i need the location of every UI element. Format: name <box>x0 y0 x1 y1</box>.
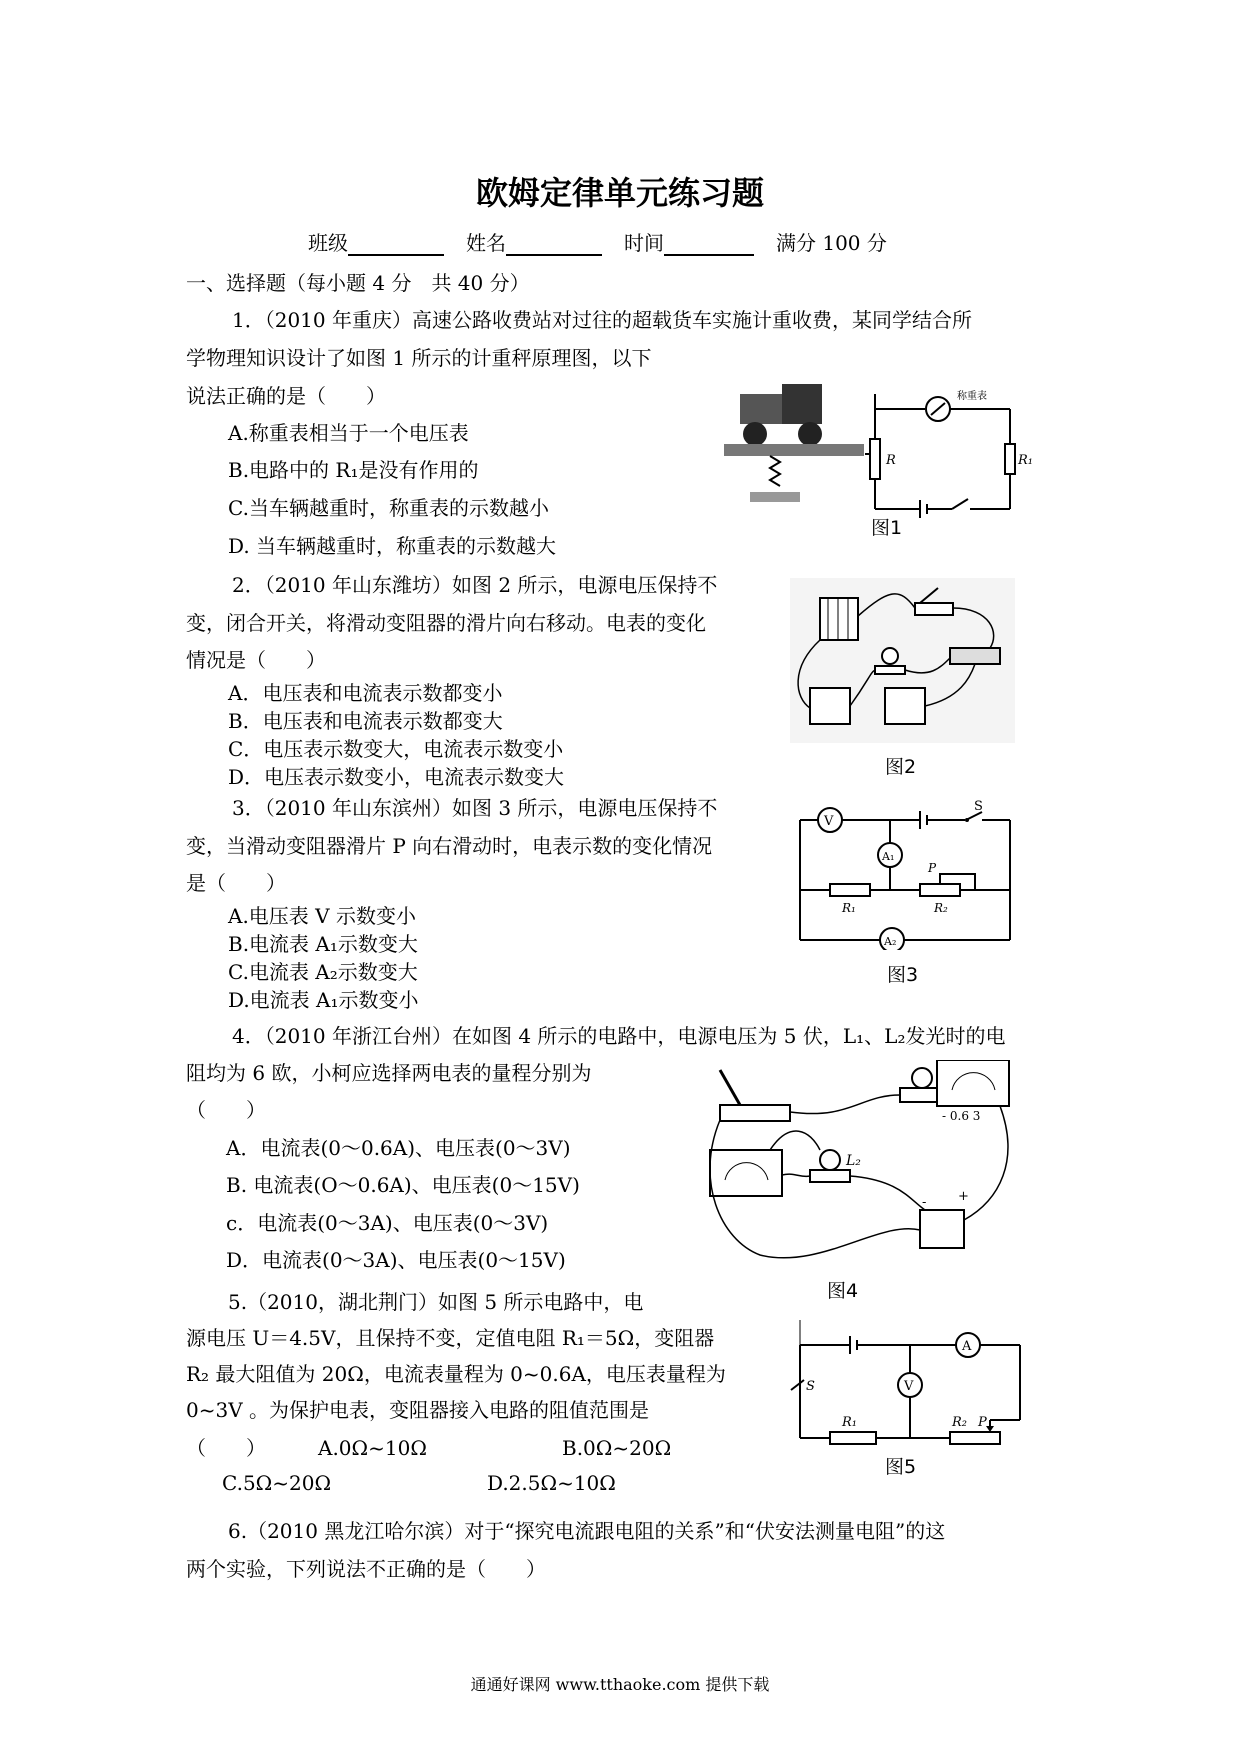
section-heading: 一、选择题（每小题 4 分 共 40 分） <box>186 271 530 295</box>
rheostat-r2 <box>920 884 960 896</box>
ammeter-icon <box>937 1060 1009 1106</box>
q1-line1: 1．（2010 年重庆）高速公路收费站对过往的超载货车实施计重收费，某同学结合所 <box>232 308 972 332</box>
a-label: A <box>962 1339 972 1354</box>
truck-icon <box>724 384 864 502</box>
q1-option-c: C.当车辆越重时，称重表的示数越小 <box>228 496 549 520</box>
full-score: 满分 100 分 <box>776 231 887 255</box>
resistor-r1 <box>830 1432 876 1444</box>
p-label: P <box>978 1415 987 1430</box>
time-label: 时间 <box>624 231 664 255</box>
ammeter-icon <box>810 688 850 724</box>
rheostat-r <box>870 439 880 479</box>
switch-icon <box>915 603 953 615</box>
q6-line2: 两个实验，下列说法不正确的是（ ） <box>186 1557 546 1581</box>
page-footer: 通通好课网 www.tthaoke.com 提供下载 <box>470 1675 770 1694</box>
page-title: 欧姆定律单元练习题 <box>475 174 764 212</box>
q2-option-c: C．电压表示数变大，电流表示数变小 <box>228 737 564 761</box>
q2-option-a: A．电压表和电流表示数都变小 <box>228 681 503 705</box>
a2-label: A₂ <box>884 935 897 948</box>
class-blank <box>348 234 444 256</box>
resistor-r1 <box>830 884 870 896</box>
q2-line2: 变，闭合开关，将滑动变阻器的滑片向右移动。电表的变化 <box>186 611 706 635</box>
q1-option-b: B.电路中的 R₁是没有作用的 <box>228 458 479 482</box>
q4-line3: （ ） <box>186 1098 266 1122</box>
q5-line4: 0~3V 。为保护电表，变阻器接入电路的阻值范围是 <box>186 1398 650 1422</box>
q2-option-d: D．电压表示数变小，电流表示数变大 <box>228 765 565 789</box>
q5-line1: 5.（2010，湖北荆门）如图 5 所示电路中，电 <box>228 1290 644 1314</box>
q5-option-c: C.5Ω~20Ω <box>222 1471 332 1495</box>
figure-3-diagram <box>790 800 1020 950</box>
bulb-l2-icon <box>820 1150 840 1170</box>
rheostat-icon <box>950 648 1000 664</box>
name-label: 姓名 <box>466 231 506 255</box>
r1-label: R₁ <box>1018 453 1033 468</box>
q4-option-d: D．电流表(0～3A)、电压表(0～15V) <box>226 1248 566 1272</box>
rheostat-r2 <box>950 1432 1000 1444</box>
figure-2-diagram <box>790 578 1015 743</box>
figure-3-caption: 图3 <box>887 964 919 986</box>
v-label: V <box>904 1379 914 1394</box>
meter-label: 称重表 <box>957 391 987 402</box>
switch-icon <box>791 1380 804 1390</box>
q2-option-b: B．电压表和电流表示数都变大 <box>228 709 503 733</box>
q2-line1: 2．（2010 年山东潍坊）如图 2 所示，电源电压保持不 <box>232 573 718 597</box>
q3-option-c: C.电流表 A₂示数变大 <box>228 960 418 984</box>
r1-label: R₁ <box>842 901 856 915</box>
p-label: P <box>928 861 937 875</box>
class-label: 班级 <box>308 231 348 255</box>
bulb-l1-icon <box>912 1068 932 1088</box>
battery-icon <box>820 598 858 640</box>
figure-1-diagram <box>720 384 1050 524</box>
q5-line2: 源电压 U＝4.5V，且保持不变，定值电阻 R₁＝5Ω，变阻器 <box>186 1326 715 1350</box>
q5-option-b: B.0Ω~20Ω <box>562 1436 672 1460</box>
q1-option-a: A.称重表相当于一个电压表 <box>228 421 469 445</box>
q4-line1: 4．（2010 年浙江台州）在如图 4 所示的电路中，电源电压为 5 伏，L₁、L₂发光时的电 <box>232 1024 1006 1048</box>
r1-label: R₁ <box>842 1415 857 1430</box>
q1-line3: 说法正确的是（ ） <box>186 384 386 408</box>
q3-option-d: D.电流表 A₁示数变小 <box>228 988 419 1012</box>
knife-switch-icon <box>720 1105 790 1121</box>
q1-line2: 学物理知识设计了如图 1 所示的计重秤原理图，以下 <box>186 346 652 370</box>
r2-label: R₂ <box>934 901 948 915</box>
q4-option-c: c．电流表(0～3A)、电压表(0～3V) <box>226 1211 549 1235</box>
figure-5-caption: 图5 <box>885 1456 917 1478</box>
q2-line3: 情况是（ ） <box>186 648 326 672</box>
r-label: R <box>886 453 896 468</box>
q3-line2: 变，当滑动变阻器滑片 P 向右滑动时，电表示数的变化情况 <box>186 834 713 858</box>
a1-label: A₁ <box>882 850 895 863</box>
figure-4-caption: 图4 <box>827 1280 859 1302</box>
figure-2-caption: 图2 <box>885 756 917 778</box>
q3-line1: 3．（2010 年山东滨州）如图 3 所示，电源电压保持不 <box>232 796 718 820</box>
name-blank <box>506 234 602 256</box>
q4-line2: 阻均为 6 欧，小柯应选择两电表的量程分别为 <box>186 1061 592 1085</box>
figure-5-diagram <box>790 1320 1040 1445</box>
resistor-r1 <box>1005 444 1015 474</box>
s-label: S <box>974 800 983 814</box>
time-blank <box>664 234 754 256</box>
r2-label: R₂ <box>952 1415 967 1430</box>
q5-line3: R₂ 最大阻值为 20Ω，电流表量程为 0~0.6A，电压表量程为 <box>186 1362 726 1386</box>
s-label: S <box>806 1379 815 1394</box>
battery-icon <box>920 1210 964 1248</box>
voltmeter-icon <box>885 688 925 724</box>
student-info-row <box>308 230 887 256</box>
figure-1-caption: 图1 <box>871 517 903 539</box>
battery-minus: - <box>922 1195 927 1210</box>
q1-option-d: D. 当车辆越重时，称重表的示数越大 <box>228 534 557 558</box>
battery-plus: + <box>958 1189 969 1204</box>
bulb-icon <box>882 648 898 664</box>
q5-option-d: D.2.5Ω~10Ω <box>487 1471 616 1495</box>
v-label: V <box>824 814 834 829</box>
ammeter-scale: - 0.6 3 <box>942 1109 981 1123</box>
q5-paren: （ ） <box>186 1436 266 1460</box>
figure-4-diagram <box>700 1060 1040 1275</box>
q4-option-b: B. 电流表(O～0.6A)、电压表(0～15V) <box>226 1173 580 1197</box>
switch-icon <box>952 499 968 509</box>
q6-line1: 6.（2010 黑龙江哈尔滨）对于“探究电流跟电阻的关系”和“伏安法测量电阻”的这 <box>228 1519 946 1543</box>
l2-label: L₂ <box>846 1153 861 1169</box>
voltmeter-icon <box>710 1150 782 1196</box>
q4-option-a: A．电流表(0～0.6A)、电压表(0～3V) <box>226 1136 571 1160</box>
q5-line5 <box>186 1435 266 1461</box>
q3-line3: 是（ ） <box>186 871 286 895</box>
q5-option-a: A.0Ω~10Ω <box>318 1436 427 1460</box>
q3-option-a: A.电压表 V 示数变小 <box>228 904 416 928</box>
q3-option-b: B.电流表 A₁示数变大 <box>228 932 418 956</box>
